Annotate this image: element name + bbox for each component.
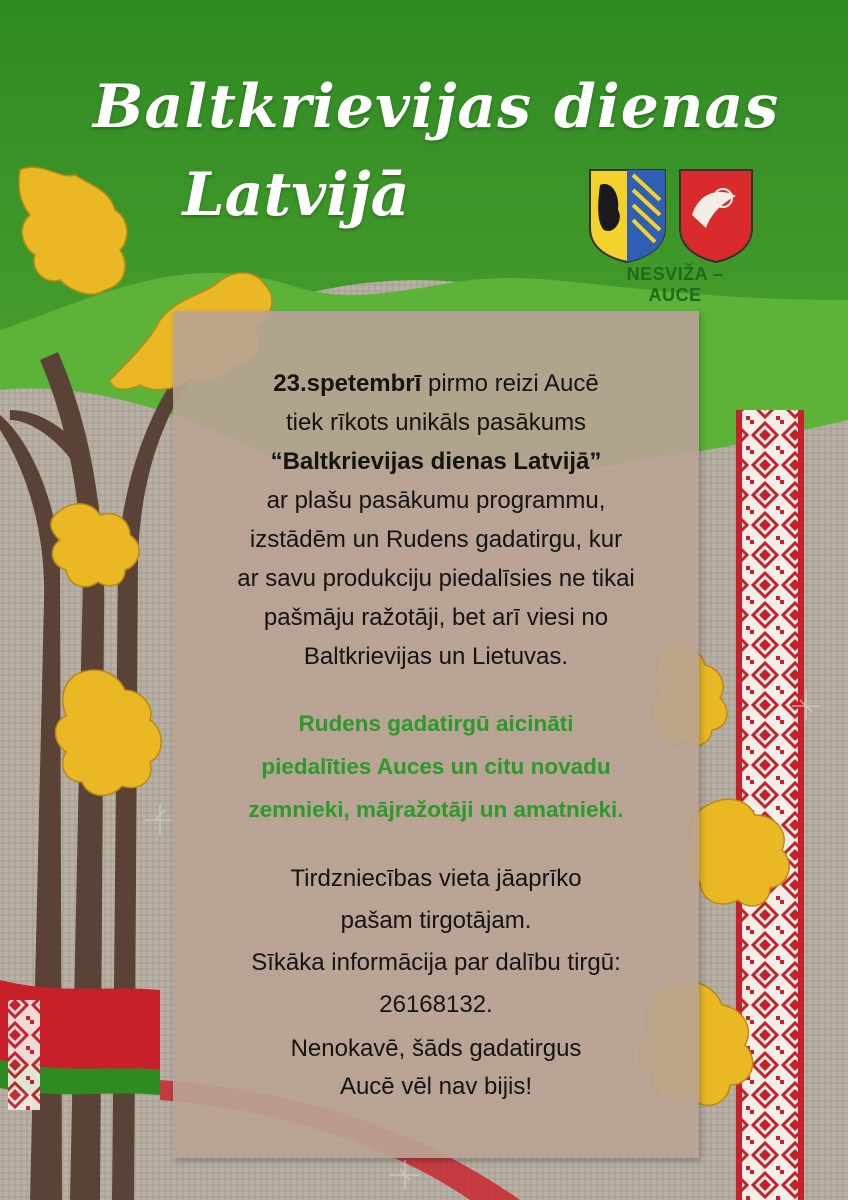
poster-title-line2: Latvijā (182, 160, 410, 230)
info-line3: Sīkāka informācija par dalību tirgū: (251, 949, 621, 976)
intro-line5: izstādēm un Rudens gadatirgu, kur (249, 526, 623, 553)
intro-line8: Baltkrievijas un Lietuvas. (303, 643, 569, 670)
event-date: 23.spetembrī (273, 370, 422, 397)
closing-line1: Nenokavē, šāds gadatirgus (290, 1035, 582, 1062)
invite-line1: Rudens gadatirgū aicināti (298, 711, 574, 736)
closing-paragraph (173, 1030, 699, 1106)
event-name: “Baltkrievijas dienas Latvijā” (270, 448, 602, 475)
intro-line4: ar plašu pasākumu programmu, (266, 487, 606, 514)
info-line1: Tirdzniecības vieta jāaprīko (290, 865, 582, 892)
intro-line6: ar savu produkciju piedalīsies ne tikai (237, 565, 635, 592)
poster-title-line1: Baltkrievijas dienas (92, 72, 780, 142)
invite-line3: zemnieki, mājražotāji un amatnieki. (248, 797, 624, 822)
intro-line1-rest: pirmo reizi Aucē (421, 370, 599, 397)
closing-line2: Aucē vēl nav bijis! (339, 1073, 533, 1100)
intro-line1 (173, 364, 699, 403)
invite-paragraph (173, 702, 699, 831)
info-paragraph (173, 858, 699, 1026)
info-line2: pašam tirgotājam. (340, 907, 532, 934)
intro-line2: tiek rīkots unikāls pasākums (285, 409, 587, 436)
sister-cities-caption: NESVIŽA – AUCE (626, 264, 724, 305)
intro-line7: pašmāju ražotāji, bet arī viesi no (263, 604, 609, 631)
invite-line2: piedalīties Auces un citu novadu (261, 754, 611, 779)
contact-phone: 26168132. (379, 991, 493, 1018)
embroidered-band (740, 410, 800, 1200)
intro-paragraph (173, 364, 699, 676)
